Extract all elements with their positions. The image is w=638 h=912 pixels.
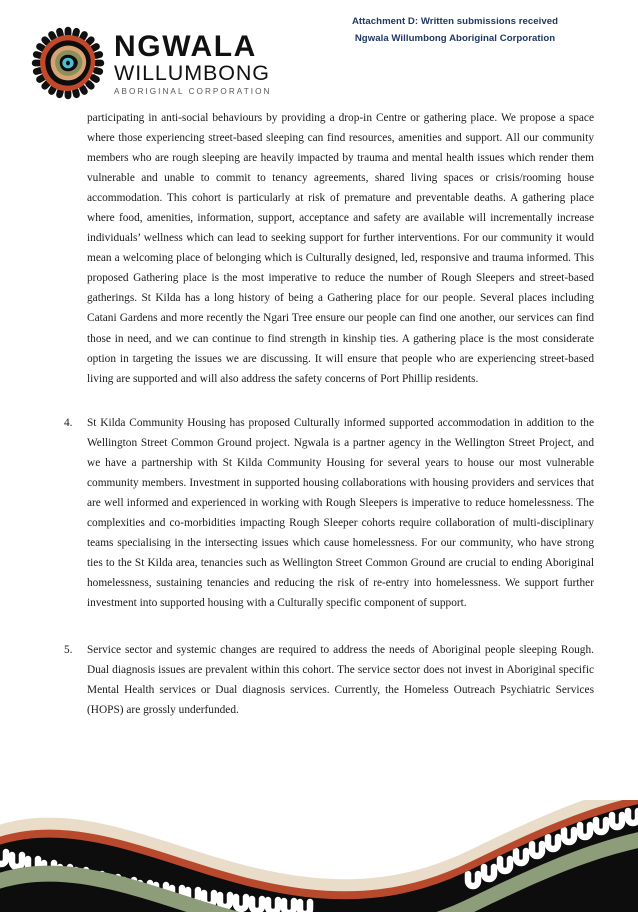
logo-name-secondary: WILLUMBONG [114, 61, 270, 86]
wave-sage [0, 830, 638, 912]
list-item [0, 640, 638, 720]
list-item-marker: 5. [64, 644, 73, 657]
wave-cream [0, 800, 638, 912]
attachment-title: Attachment D: Written submissions received [351, 16, 559, 27]
wave-black-base [0, 846, 638, 912]
paragraph-continued: participating in anti-social behaviours by providing a drop-in Centre or gathering place. We propose a space where those experiencing street-based sleeping can find resources, amenities and support. All our community members who are rough sleeping are heavily impacted by trauma and mental health issues which render them vulnerable and unable to commit to tenancy agreements, shared living spaces or crisis/rooming house accommodation. This cohort is particularly at risk of premature and preventable deaths. A gathering place where food, amenities, information, support, acceptance and safety are available will incrementally increase individuals’ wellness which can lead to seeking support for further interventions. For our community it would mean a welcoming place of belonging which is Culturally designed, led, responsive and trauma informed. This proposed Gathering place is the most imperative to reduce the number of Rough Sleepers and street-based gatherings. St Kilda has a long history of being a Gathering place for our people. Several places including Catani Gardens and more recently the Ngari Tree ensure our people can find one another, our services can find those in need, and we can continue to find strength in kinship ties. A gathering place is the most considerate option in targeting the issues we are discussing. It will ensure that people who are experiencing street-based living are supported and will also address the safety concerns of Port Phillip residents. [87, 112, 594, 385]
list-item-marker: 4. [64, 416, 73, 429]
wave-white-arcs [0, 811, 638, 912]
document-body [0, 108, 638, 747]
wave-terracotta [0, 800, 638, 912]
wave-black [0, 802, 638, 912]
attachment-header-note [300, 14, 610, 48]
page-header [0, 0, 638, 108]
logo-name-primary: NGWALA [114, 29, 257, 63]
logo-name-tagline: ABORIGINAL CORPORATION [114, 87, 272, 97]
aboriginal-concentric-circles-icon [30, 26, 106, 100]
numbered-list [0, 413, 638, 721]
logo-wordmark [114, 30, 271, 96]
list-item [0, 413, 638, 613]
attachment-subtitle: Ngwala Willumbong Aboriginal Corporation [354, 32, 556, 44]
list-item-text: Service sector and systemic changes are required to address the needs of Aboriginal people sleeping Rough. Dual diagnosis issues are prevalent within this cohort. The service sector does not invest in Aboriginal specific Mental Health services or Dual diagnosis services. Currently, the Homeless Outreach Psychiatric Services (HOPS) are grossly underfunded. [87, 644, 594, 717]
organisation-logo [30, 26, 271, 100]
aboriginal-wave-band-artwork [0, 800, 638, 912]
list-item-text: St Kilda Community Housing has proposed Culturally informed supported accommodation in addition to the Wellington Street Common Ground project. Ngwala is a partner agency in the Wellington Street Project, and we have a partnership with St Kilda Community Housing for several years to house our most vulnerable community members. Investment in supported housing collaborations with housing providers and services that are well informed and experienced in working with Rough Sleepers is imperative to reduce homelessness. The complexities and co-morbidities impacting Rough Sleeper cohorts require collaboration of multi-disciplinary teams specialising in the intersecting issues which cause homelessness. For our community, who have strong ties to the St Kilda area, tenancies such as Wellington Street Common Ground are crucial to ending Aboriginal homelessness, sustaining tenancies and reducing the risk of re-entry into homelessness. We support further investment into supported housing with a Culturally specific component of support. [87, 416, 594, 610]
